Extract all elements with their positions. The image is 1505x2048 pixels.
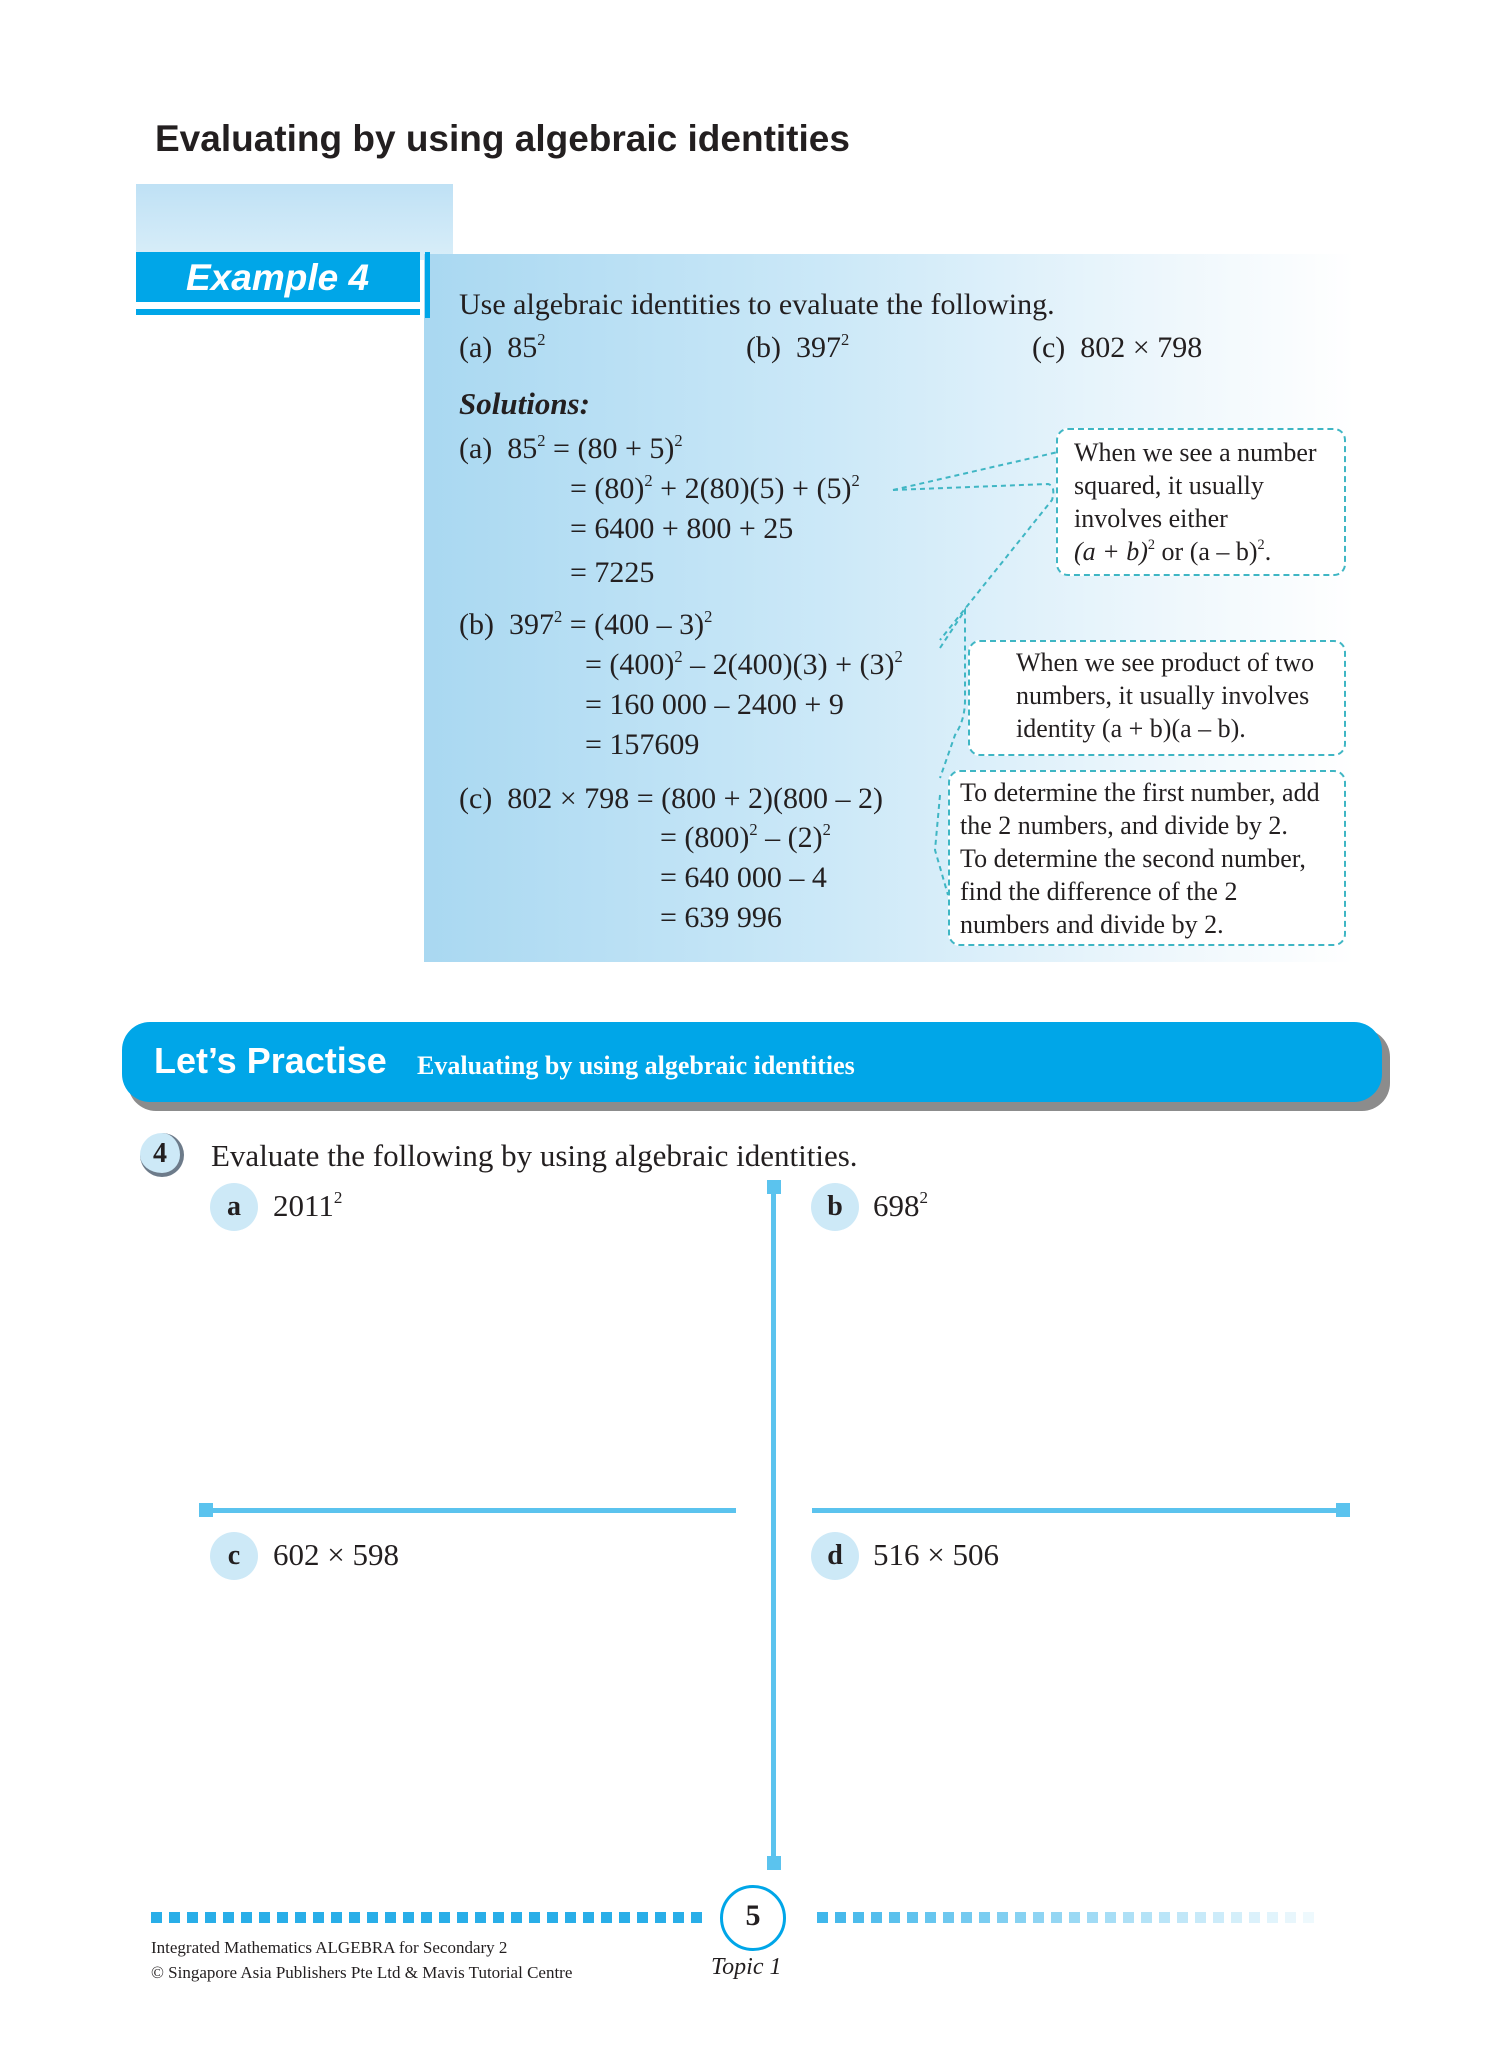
footer-dot (493, 1912, 504, 1923)
footer-dot (547, 1912, 558, 1923)
horizontal-divider-left-cap (199, 1503, 213, 1517)
example-item-a: (a) $85^2$ (459, 329, 546, 364)
callout-difference-line-2: the 2 numbers, and divide by 2. (960, 811, 1288, 840)
footer-dot (241, 1912, 252, 1923)
footer-dot (1303, 1912, 1314, 1923)
solutions-label: Solutions: (459, 386, 590, 421)
solution-b-line-1: (b) $397^2 = (400 - 3)^2$ (459, 606, 713, 641)
footer-dot (205, 1912, 216, 1923)
footer-dot (457, 1912, 468, 1923)
part-c-expression: 602 × 598 (273, 1537, 399, 1572)
callout-difference-line-5: numbers and divide by 2. (960, 910, 1224, 939)
solution-b-line-4: = 157609 (585, 728, 700, 761)
footer-dot (1159, 1912, 1170, 1923)
footer-dot (655, 1912, 666, 1923)
footer-dot (979, 1912, 990, 1923)
footer-dot (169, 1912, 180, 1923)
callout-product-line-3: identity (a + b)(a – b). (1016, 714, 1246, 743)
callout-squared-line-1: When we see a number (1074, 438, 1317, 467)
footer-dot (691, 1912, 702, 1923)
footer-dot (421, 1912, 432, 1923)
footer-dot (1285, 1912, 1296, 1923)
vertical-divider-cap-top (767, 1180, 781, 1194)
footer-dot (385, 1912, 396, 1923)
footer-dot (1141, 1912, 1152, 1923)
part-b-expression: $698^2$ (873, 1188, 929, 1223)
footer-dot (1051, 1912, 1062, 1923)
footer-dot (889, 1912, 900, 1923)
solution-c-line-2: = $(800)^2 - (2)^2$ (660, 819, 831, 854)
callout-squared-line-2: squared, it usually (1074, 471, 1264, 500)
solution-a-line-1: (a) $85^2 = (80 + 5)^2$ (459, 430, 683, 465)
callout-squared-line-3: involves either (1074, 504, 1228, 533)
footer-dot (331, 1912, 342, 1923)
practise-title: Let’s Practise (154, 1040, 387, 1081)
callout-difference-line-3: To determine the second number, (960, 844, 1306, 873)
footer-dot (529, 1912, 540, 1923)
footer-dot (1177, 1912, 1188, 1923)
solution-b-line-3: = 160 000 – 2400 + 9 (585, 688, 844, 721)
footer-dot (1105, 1912, 1116, 1923)
footer-dot (151, 1912, 162, 1923)
footer-dot (1213, 1912, 1224, 1923)
solution-c-line-3: = 640 000 – 4 (660, 861, 827, 894)
footer-dot (817, 1912, 828, 1923)
footer-dot (871, 1912, 882, 1923)
footer-dot (1087, 1912, 1098, 1923)
callout-difference-line-4: find the difference of the 2 (960, 877, 1238, 906)
footer-dot (601, 1912, 612, 1923)
footer-dot (295, 1912, 306, 1923)
footer-dot (1231, 1912, 1242, 1923)
footer-dot (223, 1912, 234, 1923)
footer-dot (1015, 1912, 1026, 1923)
footer-dot (259, 1912, 270, 1923)
page-number: 5 (745, 1899, 761, 1932)
footer-dot (961, 1912, 972, 1923)
vertical-divider-cap-bottom (767, 1856, 781, 1870)
footer-dot (853, 1912, 864, 1923)
callout-product-line-1: When we see product of two (1016, 648, 1315, 677)
footer-dot (313, 1912, 324, 1923)
footer-copyright: © Singapore Asia Publishers Pte Ltd & Mavis Tutorial Centre (151, 1963, 573, 1982)
footer-dot (925, 1912, 936, 1923)
example-label: Example 4 (186, 257, 370, 298)
example-item-c: (c) 802 × 798 (1032, 331, 1203, 364)
horizontal-divider-right-cap (1336, 1503, 1350, 1517)
footer-dot (583, 1912, 594, 1923)
footer-dot (673, 1912, 684, 1923)
footer-book-title: Integrated Mathematics ALGEBRA for Secondary 2 (151, 1938, 508, 1957)
footer-dot (367, 1912, 378, 1923)
part-d-expression: 516 × 506 (873, 1537, 999, 1572)
solution-c-line-1: (c) 802 × 798 = (800 + 2)(800 – 2) (459, 782, 884, 815)
part-b-letter: b (827, 1191, 843, 1222)
horizontal-divider-right (812, 1508, 1345, 1513)
footer-dot (1195, 1912, 1206, 1923)
vertical-divider (771, 1185, 776, 1865)
solution-b-line-2: = $(400)^2 - 2(400)(3) + (3)^2$ (585, 646, 903, 681)
part-a-expression: 2011$^2$ (273, 1188, 343, 1223)
footer-dot (997, 1912, 1008, 1923)
solution-c-line-4: = 639 996 (660, 901, 782, 934)
footer-dot (619, 1912, 630, 1923)
question-text: Evaluate the following by using algebraic identities. (211, 1138, 858, 1173)
footer-dot (511, 1912, 522, 1923)
footer-dot (277, 1912, 288, 1923)
footer-dot (1033, 1912, 1044, 1923)
solution-a-line-2: = $(80)^2 + 2(80)(5) + (5)^2$ (570, 470, 860, 505)
question-number: 4 (153, 1138, 167, 1169)
part-d-letter: d (827, 1540, 843, 1571)
solution-a-line-4: = 7225 (570, 556, 655, 589)
footer-dot (565, 1912, 576, 1923)
footer-dot (907, 1912, 918, 1923)
example-intro: Use algebraic identities to evaluate the following. (459, 288, 1055, 321)
callout-product-line-2: numbers, it usually involves (1016, 681, 1310, 710)
footer-dot (943, 1912, 954, 1923)
example-item-b: (b) $397^2$ (746, 329, 850, 364)
section-heading: Evaluating by using algebraic identities (155, 118, 850, 159)
callout-squared-line-4: $(a + b)^2$ or (a – b)$^2$. (1074, 537, 1272, 566)
horizontal-divider-left (204, 1508, 736, 1513)
practise-subtitle: Evaluating by using algebraic identities (417, 1051, 855, 1080)
topic-label: Topic 1 (711, 1954, 782, 1980)
footer-dot (475, 1912, 486, 1923)
footer-dot (403, 1912, 414, 1923)
footer-dot (637, 1912, 648, 1923)
callout-difference-line-1: To determine the first number, add (960, 778, 1320, 807)
footer-dot (1249, 1912, 1260, 1923)
footer-dot (1123, 1912, 1134, 1923)
part-c-letter: c (227, 1540, 241, 1571)
footer-dot (187, 1912, 198, 1923)
footer-dot (1069, 1912, 1080, 1923)
footer-dot (439, 1912, 450, 1923)
solution-a-line-3: = 6400 + 800 + 25 (570, 512, 794, 545)
part-a-letter: a (227, 1191, 241, 1222)
footer-dot (1267, 1912, 1278, 1923)
footer-dot (835, 1912, 846, 1923)
footer-dot (349, 1912, 360, 1923)
